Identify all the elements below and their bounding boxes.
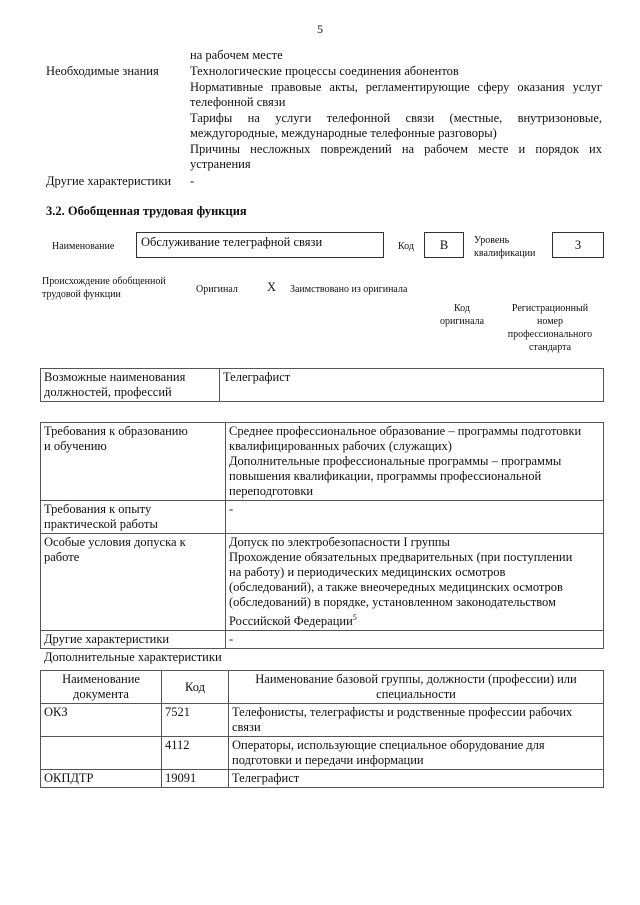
education-line: переподготовки	[229, 484, 314, 498]
row-name-line: Телефонисты, телеграфисты и родственные профессии рабочих	[232, 705, 573, 719]
additional-title: Дополнительные характеристики	[44, 650, 222, 664]
knowledge-line: междугородные, международные телефонные разговоры)	[190, 126, 497, 140]
education-line: повышения квалификации, программы профессиональной	[229, 469, 542, 483]
experience-value: -	[226, 501, 604, 534]
registration-line: профессионального	[507, 329, 593, 340]
education-label-line: и обучению	[44, 439, 107, 453]
footnote-marker: 5	[352, 613, 357, 622]
conditions-line: Прохождение обязательных предварительных (при поступлении	[229, 550, 573, 564]
knowledge-other-value: -	[190, 174, 195, 188]
level-value-box	[552, 232, 604, 258]
conditions-last-line: Российской Федерации	[229, 614, 353, 629]
code-label: Код	[398, 241, 414, 252]
table-row	[41, 770, 604, 788]
original-label: Оригинал	[196, 284, 238, 295]
level-value: 3	[574, 238, 582, 252]
conditions-value	[226, 534, 604, 631]
name-value: Обслуживание телеграфной связи	[141, 235, 323, 249]
knowledge-continuation: на рабочем месте	[190, 48, 283, 62]
row-document: ОКПДТР	[41, 770, 162, 788]
row-name-line: связи	[232, 720, 261, 734]
experience-label-line: практической работы	[44, 517, 158, 531]
header-document-line: документа	[73, 687, 129, 701]
code-value-box	[424, 232, 464, 258]
conditions-line: (обследований), а также внеочередных медицинских осмотров	[229, 580, 563, 594]
positions-label-line: Возможные наименования	[44, 370, 186, 384]
registration-line: Регистрационный	[511, 303, 589, 314]
header-code: Код	[162, 671, 229, 704]
positions-value: Телеграфист	[220, 369, 604, 402]
header-name-line: специальности	[376, 687, 456, 701]
knowledge-line: Технологические процессы соединения абонентов	[190, 64, 459, 78]
knowledge-line: устранения	[190, 157, 251, 171]
original-mark: X	[267, 280, 277, 294]
knowledge-label: Необходимые знания	[46, 64, 159, 78]
requirements-table	[40, 422, 604, 649]
registration-line: стандарта	[528, 342, 572, 353]
registration-label	[500, 302, 600, 354]
header-name	[229, 671, 604, 704]
table-row	[41, 704, 604, 737]
origin-label	[42, 275, 166, 301]
positions-label-line: должностей, профессий	[44, 385, 172, 399]
level-label	[474, 234, 535, 260]
borrowed-label: Заимствовано из оригинала	[290, 284, 408, 295]
req-other-label: Другие характеристики	[41, 631, 226, 649]
knowledge-line: Тарифы на услуги телефонной связи (местные, внутризоновые,	[190, 111, 602, 125]
header-name-line: Наименование базовой группы, должности (профессии) или	[255, 672, 577, 686]
name-label: Наименование	[52, 241, 115, 252]
experience-label-line: Требования к опыту	[44, 502, 152, 516]
row-code: 7521	[162, 704, 229, 737]
conditions-label-line: Особые условия допуска к	[44, 535, 186, 549]
knowledge-line: Причины несложных повреждений на рабочем месте и порядок их	[190, 142, 602, 156]
knowledge-other-label: Другие характеристики	[46, 174, 172, 188]
education-label	[41, 423, 226, 501]
code-original-line: оригинала	[439, 316, 485, 327]
row-name: Телеграфист	[229, 770, 604, 788]
code-value: В	[439, 238, 449, 252]
education-label-line: Требования к образованию	[44, 424, 188, 438]
registration-line: номер	[537, 316, 563, 327]
additional-table	[40, 670, 604, 788]
conditions-line: Допуск по электробезопасности I группы	[229, 535, 450, 549]
req-other-value: -	[226, 631, 604, 649]
row-document: ОКЗ	[41, 704, 162, 737]
origin-label-line: трудовой функции	[42, 289, 121, 300]
row-name-line: подготовки и передачи информации	[232, 753, 424, 767]
experience-label	[41, 501, 226, 534]
name-value-box	[136, 232, 384, 258]
positions-table	[40, 368, 604, 402]
table-row	[41, 737, 604, 770]
education-line: квалифицированных рабочих (служащих)	[229, 439, 452, 453]
knowledge-line: телефонной связи	[190, 95, 286, 109]
row-name	[229, 704, 604, 737]
row-code: 19091	[162, 770, 229, 788]
conditions-line: (обследований) в порядке, установленном законодательством	[229, 595, 556, 609]
header-document	[41, 671, 162, 704]
code-original-label	[420, 302, 504, 328]
section-title: 3.2. Обобщенная трудовая функция	[46, 204, 247, 218]
education-value	[226, 423, 604, 501]
code-original-line: Код	[454, 303, 470, 314]
education-line: Дополнительные профессиональные программы – программы	[229, 454, 562, 468]
page-number: 5	[317, 22, 323, 36]
origin-label-line: Происхождение обобщенной	[42, 276, 166, 287]
level-label-line: Уровень	[474, 235, 510, 246]
conditions-label	[41, 534, 226, 631]
conditions-line: на работу) и периодических медицинских осмотров	[229, 565, 506, 579]
conditions-line	[229, 610, 600, 629]
row-name	[229, 737, 604, 770]
header-document-line: Наименование	[62, 672, 140, 686]
row-document	[41, 737, 162, 770]
knowledge-line: Нормативные правовые акты, регламентирующие сферу оказания услуг	[190, 80, 602, 94]
level-label-line: квалификации	[474, 248, 536, 259]
conditions-label-line: работе	[44, 550, 80, 564]
positions-label	[41, 369, 220, 402]
education-line: Среднее профессиональное образование – программы подготовки	[229, 424, 582, 438]
row-code: 4112	[162, 737, 229, 770]
row-name-line: Операторы, использующие специальное оборудование для	[232, 738, 545, 752]
